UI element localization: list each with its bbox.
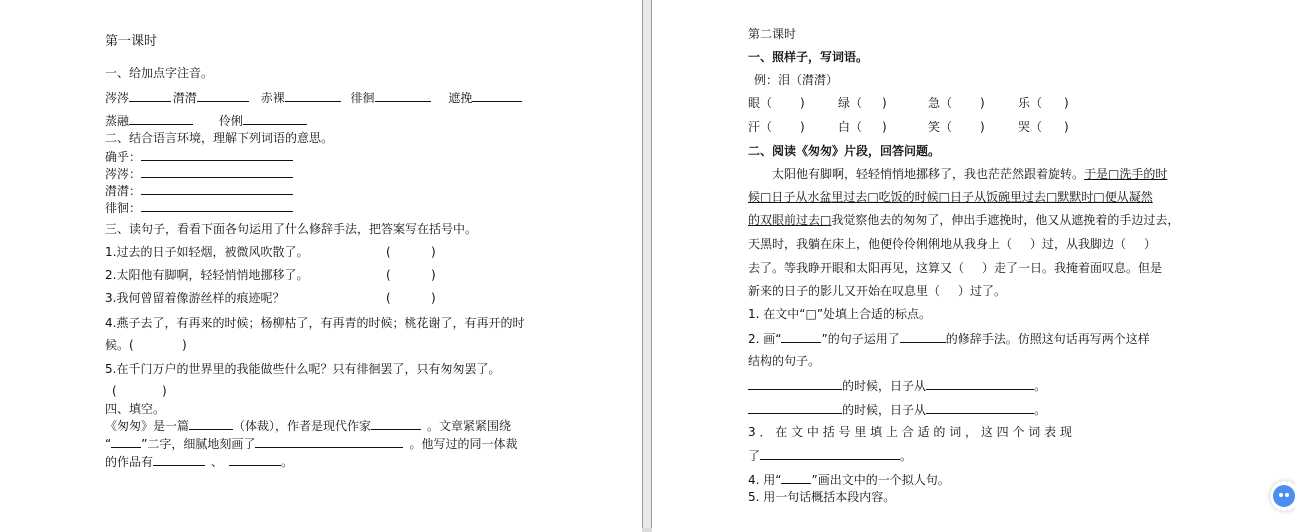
question-2-cont: 结构的句子。 (748, 354, 821, 368)
answer-blank[interactable] (371, 417, 421, 430)
word: 伶俐 (218, 114, 243, 128)
document-page-right (652, 0, 1295, 532)
answer-blank[interactable] (141, 148, 293, 161)
q4-heading: 四、填空。 (105, 402, 166, 416)
word: 涔涔 (105, 91, 130, 105)
char: 哭（ (1018, 120, 1043, 134)
paren-open: ( (386, 268, 391, 282)
page-gutter (642, 0, 652, 532)
answer-blank[interactable] (243, 112, 307, 125)
passage-text: ）过了。 (958, 284, 1007, 298)
paren-close: ) (431, 291, 436, 305)
paren-close: ) (431, 268, 436, 282)
paren-close: ) (431, 245, 436, 259)
passage-line (748, 260, 1162, 276)
q1-row2 (105, 112, 307, 129)
q3-sentence: 1.过去的日子如轻烟，被微风吹散了。 (105, 245, 309, 259)
answer-blank[interactable] (926, 401, 1034, 414)
term-label: 涔涔： (105, 167, 142, 181)
q3-sentence: 2.太阳他有脚啊，轻轻悄悄地挪移了。 (105, 268, 309, 282)
q2-item (105, 182, 293, 199)
text: 的修辞手法。仿照这句话再写两个这样 (945, 332, 1150, 346)
passage-text: 太阳他有脚啊，轻轻悄悄地挪移了，我也茫茫然跟着旋转。 (772, 167, 1085, 181)
q2-item (105, 165, 293, 182)
paren-close: ) (1064, 96, 1069, 110)
lesson-title: 第二课时 (748, 27, 797, 41)
paren-close: ) (1064, 120, 1069, 134)
text: 。文章紧紧围绕 (427, 419, 512, 433)
word-pair (1018, 95, 1069, 111)
q1-heading: 一、给加点字注音。 (105, 66, 214, 80)
answer-blank[interactable] (781, 330, 821, 343)
question-2 (748, 330, 1150, 347)
q3-sentence: 3.我何曾留着像游丝样的痕迹呢？ (105, 291, 285, 305)
write-line (748, 377, 1046, 394)
text: 。 (900, 449, 913, 463)
lesson-title: 第一课时 (105, 34, 158, 49)
answer-blank[interactable] (926, 377, 1034, 390)
char: 汗（ (748, 120, 773, 134)
word-pair (838, 95, 887, 111)
text: （体裁），作者是现代作家 (233, 419, 372, 433)
answer-blank[interactable] (229, 453, 281, 466)
passage-line (748, 283, 1006, 299)
document-page-left (0, 0, 642, 532)
term-label: 潸潸： (105, 184, 142, 198)
paren-close: ) (182, 338, 187, 352)
char: 绿（ (838, 96, 863, 110)
example: 例：泪（潸潸） (754, 73, 839, 87)
paren-close: ) (980, 120, 985, 134)
q2-item (105, 199, 293, 216)
word-pair (748, 119, 805, 135)
q4-line1 (105, 417, 511, 434)
underlined-sentence: 候□日子从水盆里过去□吃饭的时候□日子从饭碗里过去□默默时□便从凝然 (748, 190, 1153, 204)
word: 潸潸 (172, 91, 197, 105)
text: 了 (748, 449, 761, 463)
answer-blank[interactable] (189, 417, 233, 430)
word: 徘徊 (350, 91, 375, 105)
answer-blank[interactable] (285, 89, 341, 102)
answer-blank[interactable] (141, 199, 293, 212)
answer-blank[interactable] (900, 330, 946, 343)
text: “ (105, 437, 112, 451)
underlined-sentence: 于是□洗手的时 (1084, 167, 1168, 181)
word: 遮挽 (448, 91, 473, 105)
q3-heading: 三、读句子，看看下面各句运用了什么修辞手法，把答案写在括号中。 (105, 222, 478, 236)
question-3: 3 ． 在 文 中 括 号 里 填 上 合 适 的 词 ， 这 四 个 词 表 现 (748, 425, 1072, 439)
question-4 (748, 471, 950, 488)
word-pair (838, 119, 887, 135)
answer-blank[interactable] (748, 401, 842, 414)
word-pair (748, 95, 805, 111)
passage-text: 去了。等我睁开眼和太阳再见，这算又（ (748, 261, 965, 275)
text: 的时候，日子从 (842, 403, 927, 417)
question-1: 1. 在文中“□”处填上合适的标点。 (748, 307, 932, 321)
answer-blank[interactable] (153, 453, 205, 466)
passage-text: 天黑时，我躺在床上，他便伶伶俐俐地从我身上（ (748, 237, 1013, 251)
char: 眼（ (748, 96, 773, 110)
question-3-cont (748, 447, 912, 464)
answer-blank[interactable] (255, 435, 403, 448)
char: 笑（ (928, 120, 953, 134)
paren-open: ( (386, 245, 391, 259)
answer-blank[interactable] (197, 89, 249, 102)
text: 。 (1034, 379, 1047, 393)
passage-text: ） (1144, 237, 1157, 251)
passage-line (772, 166, 1167, 182)
answer-blank[interactable] (141, 165, 293, 178)
passage-line (748, 236, 1156, 252)
answer-blank[interactable] (472, 89, 522, 102)
text: 2. 画“ (748, 332, 782, 346)
q3-sentence: 4.燕子去了，有再来的时候；杨柳枯了，有再青的时候；桃花谢了，有再开的时 (105, 316, 525, 330)
answer-blank[interactable] (111, 435, 141, 448)
q3-sentence: 5.在千门万户的世界里的我能做些什么呢？只有徘徊罢了，只有匆匆罢了。 (105, 362, 501, 376)
q1-row1 (105, 89, 522, 106)
passage-text: ）过，从我脚边（ (1030, 237, 1127, 251)
term-label: 确乎： (105, 150, 142, 164)
answer-blank[interactable] (129, 112, 193, 125)
word: 蒸融 (105, 114, 130, 128)
passage-line (748, 212, 1179, 228)
paren-close: ) (800, 120, 805, 134)
q4-line3 (105, 453, 293, 470)
underlined-sentence: 的双眼前过去□ (748, 213, 832, 227)
write-line (748, 401, 1046, 418)
q2-heading: 二、阅读《匆匆》片段，回答问题。 (748, 144, 941, 158)
text: 《匆匆》是一篇 (105, 419, 190, 433)
text: 。 (281, 455, 294, 469)
question-5: 5. 用一句话概括本段内容。 (748, 490, 896, 504)
text: ”的句子运用了 (821, 332, 900, 346)
paren-close: ) (162, 384, 167, 398)
answer-blank[interactable] (748, 377, 842, 390)
answer-blank[interactable] (781, 471, 811, 484)
paren-open: ( (112, 384, 117, 398)
word: 赤裸 (260, 91, 285, 105)
text: ”二字，细腻地刻画了 (141, 437, 256, 451)
assistant-button[interactable] (1270, 481, 1295, 511)
paren-close: ) (980, 96, 985, 110)
chat-bot-icon (1273, 485, 1295, 507)
char: 乐（ (1018, 96, 1043, 110)
word-pair (928, 119, 985, 135)
text: 的作品有 (105, 455, 154, 469)
paren-close: ) (882, 120, 887, 134)
passage-text: ）走了一日。我掩着面叹息。但是 (982, 261, 1163, 275)
text: 。 (1034, 403, 1047, 417)
answer-blank[interactable] (760, 447, 900, 460)
paren-close: ) (882, 96, 887, 110)
passage-text: 新来的日子的影儿又开始在叹息里（ (748, 284, 941, 298)
q3-sentence-cont: 候。( (105, 338, 134, 352)
answer-blank[interactable] (129, 89, 171, 102)
answer-blank[interactable] (375, 89, 431, 102)
text: 、 (211, 455, 224, 469)
paren-close: ) (800, 96, 805, 110)
q4-line2 (105, 435, 517, 452)
char: 白（ (838, 120, 863, 134)
term-label: 徘徊： (105, 201, 142, 215)
q2-heading: 二、结合语言环境，理解下列词语的意思。 (105, 131, 334, 145)
q2-item (105, 148, 293, 165)
answer-blank[interactable] (141, 182, 293, 195)
word-pair (1018, 119, 1069, 135)
q1-heading: 一、照样子，写词语。 (748, 50, 869, 64)
text: 4. 用“ (748, 473, 782, 487)
text: ”画出文中的一个拟人句。 (811, 473, 950, 487)
text: 的时候，日子从 (842, 379, 927, 393)
paren-open: ( (386, 291, 391, 305)
text: 。他写过的同一体裁 (409, 437, 518, 451)
word-pair (928, 95, 985, 111)
passage-text: 我觉察他去的匆匆了，伸出手遮挽时，他又从遮挽着的手边过去， (831, 213, 1180, 227)
char: 急（ (928, 96, 953, 110)
